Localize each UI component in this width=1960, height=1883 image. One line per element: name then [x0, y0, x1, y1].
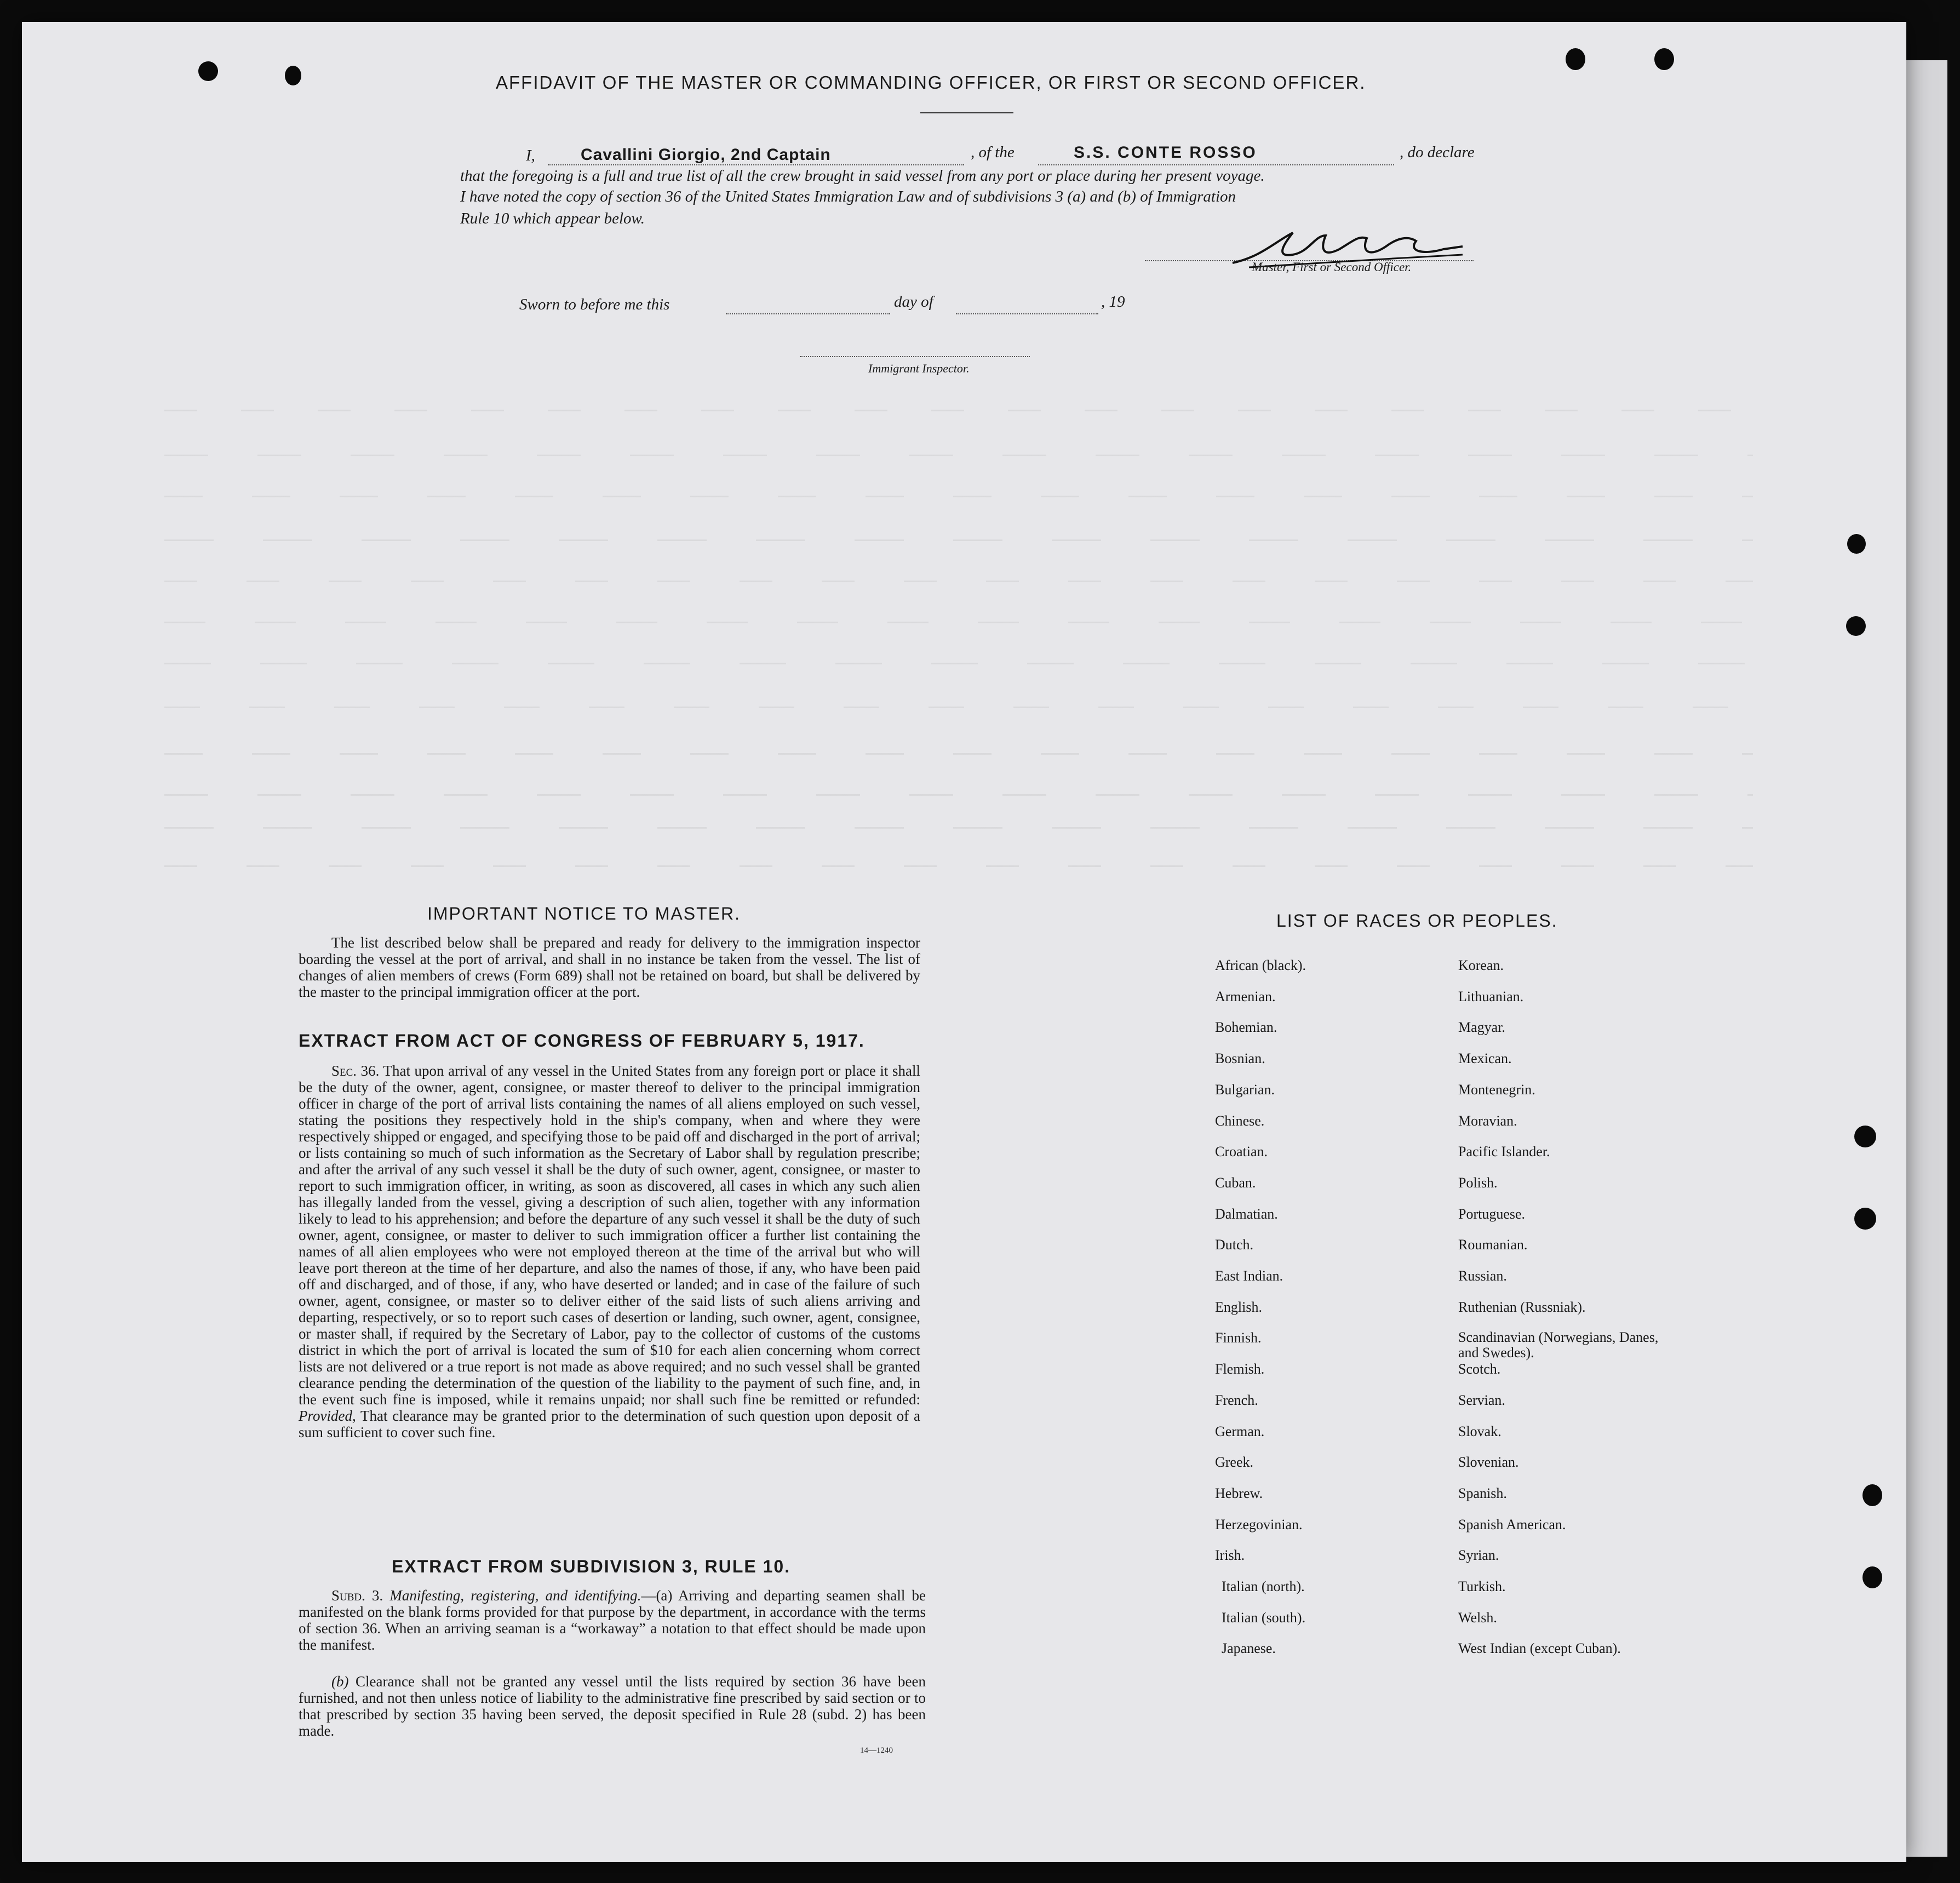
do-declare-label: , do declare: [1400, 143, 1475, 161]
race-item: Ruthenian (Russniak).: [1458, 1299, 1586, 1315]
month-line: [956, 313, 1098, 314]
rule-para-a: [299, 1587, 926, 1653]
race-item: Korean.: [1458, 957, 1504, 973]
form-number: 14—1240: [860, 1746, 893, 1755]
punch-hole: [1654, 48, 1674, 70]
race-item: Mexican.: [1458, 1050, 1512, 1067]
race-item: Magyar.: [1458, 1019, 1505, 1036]
punch-hole: [1854, 1126, 1876, 1147]
punch-hole: [1847, 534, 1866, 554]
race-item: Dalmatian.: [1215, 1205, 1278, 1222]
rule-para-b: [299, 1673, 926, 1739]
races-title: LIST OF RACES OR PEOPLES.: [1276, 911, 1558, 931]
inspector-caption: Immigrant Inspector.: [868, 361, 970, 375]
race-item: Lithuanian.: [1458, 988, 1524, 1004]
race-item: Spanish American.: [1458, 1516, 1566, 1532]
declaration-line-3: I have noted the copy of section 36 of the United States Immigration Law and of subdivisions 3 (a) and (b) of Immigration: [460, 188, 1236, 205]
act-provided: Provided,: [299, 1408, 356, 1424]
rule-subd-heading: Manifesting, registering, and identifying.: [389, 1587, 641, 1604]
of-the-label: , of the: [971, 143, 1015, 161]
race-item: Chinese.: [1215, 1112, 1265, 1129]
officer-name-field[interactable]: Cavallini Giorgio, 2nd Captain: [581, 146, 831, 164]
vessel-field-line: [1038, 164, 1394, 165]
race-item: Pacific Islander.: [1458, 1144, 1550, 1160]
rule-para-a-text: —(a) Arriving and departing seamen shall be manifested on the blank forms provided for that purpose by the department, in accordance with the terms of section 36. When an arriving seaman is a “workaway” a notation to that effect should be made upon the manifest.: [299, 1587, 926, 1653]
race-item: Herzegovinian.: [1215, 1516, 1303, 1532]
signature-caption: Master, First or Second Officer.: [1252, 260, 1412, 274]
race-item: Russian.: [1458, 1268, 1507, 1284]
rule-title: EXTRACT FROM SUBDIVISION 3, RULE 10.: [392, 1557, 791, 1576]
vessel-name-field[interactable]: S.S. CONTE ROSSO: [1074, 143, 1257, 162]
race-item: Roumanian.: [1458, 1237, 1528, 1253]
race-item: East Indian.: [1215, 1268, 1283, 1284]
race-item: Scandinavian (Norwegians, Danes, and Swedes).: [1458, 1329, 1659, 1361]
act-body: [299, 1063, 920, 1440]
day-of-label: day of: [894, 293, 933, 311]
race-item: Greek.: [1215, 1454, 1254, 1471]
punch-hole: [1854, 1208, 1876, 1230]
year-label: , 19: [1101, 293, 1125, 311]
race-item: Polish.: [1458, 1174, 1498, 1191]
race-item: French.: [1215, 1392, 1258, 1408]
race-item: West Indian (except Cuban).: [1458, 1640, 1621, 1657]
title-rule: [920, 112, 1013, 113]
race-item: Turkish.: [1458, 1578, 1506, 1594]
race-item: African (black).: [1215, 957, 1306, 973]
race-item: Portuguese.: [1458, 1205, 1526, 1222]
rule-para-b-label: (b): [331, 1673, 349, 1690]
name-field-line: [548, 164, 964, 165]
rule-subd-label: Subd. 3.: [331, 1587, 383, 1604]
notice-title: IMPORTANT NOTICE TO MASTER.: [427, 904, 741, 923]
race-item: Finnish.: [1215, 1330, 1262, 1346]
act-section-label: Sec. 36.: [331, 1063, 380, 1079]
race-item: Bosnian.: [1215, 1050, 1265, 1067]
race-item: Croatian.: [1215, 1144, 1268, 1160]
race-item: Syrian.: [1458, 1547, 1499, 1564]
declaration-i: I,: [526, 147, 535, 164]
race-item: Slovenian.: [1458, 1454, 1519, 1471]
race-item: Armenian.: [1215, 988, 1276, 1004]
race-item: Italian (south).: [1222, 1609, 1306, 1626]
punch-hole: [1862, 1484, 1882, 1506]
sworn-date-line: [726, 313, 890, 314]
race-item: Spanish.: [1458, 1485, 1507, 1501]
punch-hole: [198, 61, 218, 81]
race-item: Moravian.: [1458, 1112, 1517, 1129]
inspector-line: [800, 356, 1030, 357]
race-item: Slovak.: [1458, 1423, 1501, 1439]
race-item: German.: [1215, 1423, 1265, 1439]
declaration-line-2: that the foregoing is a full and true list of all the crew brought in said vessel from any port or place during her present voyage.: [460, 167, 1265, 185]
act-text: That upon arrival of any vessel in the United States from any foreign port or place it shall be the duty of the owner, agent, consignee, or master thereof to deliver to the principal immigration officer in charge of the port of arrival lists containing the names of all aliens employed on such vessel, stating the positions they respectively hold in the ship's company, when and where they were respectively shipped or engaged, and specifying those to be paid off and discharged in the port of arrival; or lists containing so much of such information as the Secretary of Labor shall by regulation prescribe; and after the arrival of any such vessel it shall be the duty of such owner, agent, consignee, or master to report to such immigration officer, in writing, as soon as discovered, all cases in which any such alien has illegally landed from the vessel, giving a description of such alien, together with any information likely to lead to his apprehension; and before the departure of any such vessel it shall be the duty of such owner, agent, consignee, or master to deliver to such immigration officer a further list containing the names of all alien employees who were not employed thereon at the time of the arrival but who will leave port thereon at the time of her departure, and also the names of those, if any, who have been paid off and discharged, and of those, if any, who have deserted or landed; and in case of the failure of such owner, agent, consignee, or master so to deliver either of the said lists of such aliens arriving and departing, respectively, or so to report such cases of desertion or landing, such owner, agent, consignee, or master shall, if required by the Secretary of Labor, pay to the collector of customs of the customs district in which the port of arrival is located the sum of $10 for each alien concerning whom correct lists are not delivered or a true report is not made as above required; and no such vessel shall be granted clearance pending the determination of the question of the liability to the payment of such fine, and, in the event such fine is imposed, while it remains unpaid; nor shall such fine be remitted or refunded:: [299, 1063, 920, 1408]
race-item: Servian.: [1458, 1392, 1505, 1408]
race-item: Italian (north).: [1222, 1578, 1305, 1594]
race-item: Flemish.: [1215, 1361, 1265, 1377]
act-text-end: That clearance may be granted prior to the determination of such question upon deposit of a sum sufficient to cover such fine.: [299, 1408, 921, 1440]
punch-hole: [1566, 48, 1585, 70]
act-title: EXTRACT FROM ACT OF CONGRESS OF FEBRUARY 5, 1917.: [299, 1031, 865, 1050]
race-item: Cuban.: [1215, 1174, 1256, 1191]
race-item: Bohemian.: [1215, 1019, 1277, 1036]
punch-hole: [1846, 616, 1866, 636]
declaration-line-4: Rule 10 which appear below.: [460, 210, 645, 227]
punch-hole: [1862, 1566, 1882, 1588]
race-item: English.: [1215, 1299, 1262, 1315]
notice-body: The list described below shall be prepared and ready for delivery to the immigration inspector boarding the vessel at the port of arrival, and shall in no instance be taken from the vessel. The list of changes of alien members of crews (Form 689) shall not be retained on board, but shall be delivered by the master to the principal immigration officer at the port.: [299, 934, 920, 1000]
race-item: Japanese.: [1222, 1640, 1276, 1657]
affidavit-title: AFFIDAVIT OF THE MASTER OR COMMANDING OFFICER, OR FIRST OR SECOND OFFICER.: [496, 72, 1366, 93]
race-item: Dutch.: [1215, 1237, 1254, 1253]
race-item: Hebrew.: [1215, 1485, 1263, 1501]
rule-para-b-text: Clearance shall not be granted any vessel until the lists required by section 36 have been furnished, and not then unless notice of liability to the administrative fine prescribed by said section or to that prescribed by section 35 having been served, the deposit specified in Rule 28 (subd. 2) has been made.: [299, 1673, 926, 1739]
race-item: Welsh.: [1458, 1609, 1497, 1626]
race-item: Scotch.: [1458, 1361, 1501, 1377]
race-item: Bulgarian.: [1215, 1081, 1275, 1098]
punch-hole: [285, 66, 301, 85]
sworn-label: Sworn to before me this: [519, 296, 670, 313]
race-item: Irish.: [1215, 1547, 1245, 1564]
race-item: Montenegrin.: [1458, 1081, 1535, 1098]
